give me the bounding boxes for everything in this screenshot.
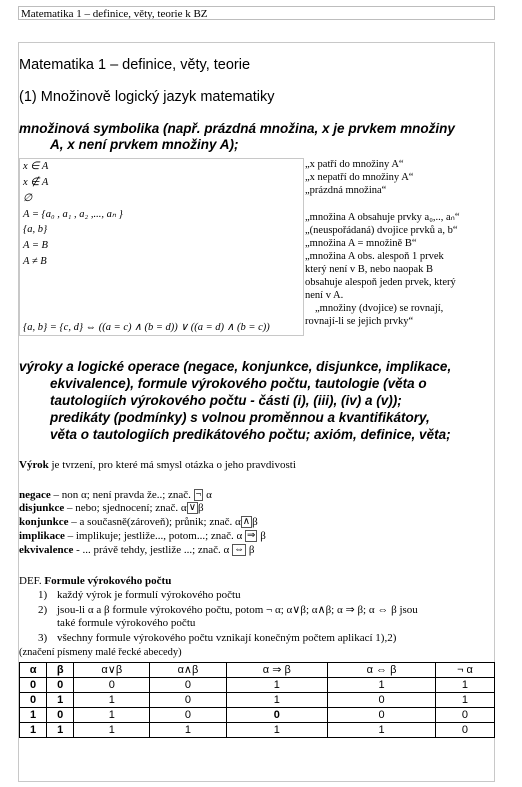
header-cell: α∧β [150, 663, 226, 678]
op-tail: β [198, 502, 204, 514]
table-cell: 0 [74, 678, 150, 693]
subheading2-line-3: tautologiích výrokového počtu - části (i), (iii), (iv) a (v)); [50, 393, 402, 408]
op-text: – non α; není pravda že..; znač. [50, 489, 194, 501]
op-term: negace [19, 489, 51, 501]
table-cell: 1 [47, 723, 74, 738]
header-cell: β [47, 663, 74, 678]
def-item-text: také formule výrokového počtu [57, 617, 196, 629]
header-cell: ¬ α [435, 663, 494, 678]
truth-table-header [20, 663, 495, 678]
op-text: - ... právě tehdy, jestliže ...; znač. α [73, 544, 233, 556]
op-text: – nebo; sjednocení; znač. α [64, 502, 187, 514]
meaning-line: rovnají-li se jejich prvky“ [305, 316, 414, 327]
equivalence-symbol: ⇔ [234, 544, 245, 556]
section-heading: (1) Množinově logický jazyk matematiky [19, 89, 275, 105]
table-cell: 0 [435, 708, 494, 723]
document-tab-title: Matematika 1 – definice, věty, teorie k BZ [21, 8, 208, 20]
def-item-1 [38, 589, 241, 601]
def-term: Formule výrokového počtu [44, 575, 172, 587]
meaning-line: „prázdná množina“ [305, 185, 387, 196]
table-cell: 1 [328, 723, 436, 738]
subheading-line-1: množinová symbolika (např. prázdná množina, x je prvkem množiny [19, 121, 455, 136]
document-tab[interactable] [18, 6, 495, 20]
document-title: Matematika 1 – definice, věty, teorie [19, 57, 251, 73]
vyrok-term: Výrok [19, 459, 49, 471]
meaning-line: „množina A obsahuje prvky a₀,.., aₙ“ [305, 212, 460, 223]
table-row [20, 723, 495, 738]
op-term: disjunkce [19, 502, 65, 514]
subheading2-line-1: výroky a logické operace (negace, konjunkce, disjunkce, implikace, [19, 359, 452, 374]
meaning-line: „x nepatří do množiny A“ [305, 172, 414, 183]
def-prefix: DEF. [19, 575, 45, 587]
symbol-set-not-equal: A ≠ B [23, 256, 47, 267]
op-tail: α [203, 489, 212, 501]
symbol-meanings [305, 157, 460, 328]
table-cell: 1 [226, 678, 328, 693]
meaning-line: není v A. [305, 290, 344, 301]
op-term: konjunkce [19, 516, 69, 528]
symbol-box [19, 158, 304, 336]
vyrok-definition [19, 459, 296, 471]
table-cell: 1 [20, 708, 47, 723]
table-cell: 0 [47, 708, 74, 723]
symbol-set-elements: A = {a₀ , a₁ , a₂ ,..., aₙ } [23, 209, 123, 220]
def-item-number: 1) [38, 589, 48, 601]
op-tail: β [257, 530, 266, 542]
table-cell: 1 [74, 693, 150, 708]
table-cell: 0 [150, 678, 226, 693]
def-item-text: jsou-li α a β formule výrokového počtu, potom ¬ α; α∨β; α∧β; α ⇒ β; α ⇔ β jsou [57, 604, 418, 616]
def-item-text: všechny formule výrokového počtu vznikají konečným počtem aplikací 1),2) [57, 632, 397, 644]
subheading2-line-2: ekvivalence), formule výrokového počtu, tautologie (věta o [50, 376, 427, 391]
op-tail: β [252, 516, 258, 528]
def-item-number: 3) [38, 632, 48, 644]
notation-note: (značení písmeny malé řecké abecedy) [19, 647, 182, 658]
table-cell: 1 [226, 723, 328, 738]
table-cell: 0 [328, 708, 436, 723]
table-cell: 1 [435, 693, 494, 708]
def-item-text: každý výrok je formulí výrokového počtu [57, 589, 241, 601]
table-cell: 0 [435, 723, 494, 738]
symbol-pair-equality: {a, b} = {c, d} ⇔ ((a = c) ∧ (b = d)) ∨ ((a = d) ∧ (b = c)) [23, 322, 270, 333]
table-row [20, 708, 495, 723]
symbol-not-element-of: x ∉ A [23, 177, 49, 188]
def-heading [19, 575, 171, 587]
table-cell: 1 [328, 678, 436, 693]
subheading2-line-4: predikáty (podmínky) s volnou proměnnou a kvantifikátory, [50, 410, 430, 425]
def-item-2-cont [57, 617, 195, 629]
table-cell: 0 [328, 693, 436, 708]
table-cell: 1 [20, 723, 47, 738]
op-text: – a současně(zároveň); průnik; znač. α [68, 516, 241, 528]
table-cell: 0 [150, 708, 226, 723]
table-cell: 1 [150, 723, 226, 738]
header-cell: α [20, 663, 47, 678]
truth-table [19, 662, 495, 738]
table-row [20, 693, 495, 708]
table-cell: 1 [226, 693, 328, 708]
def-item-3 [38, 632, 396, 644]
meaning-line: „množina A = množině B“ [305, 238, 417, 249]
header-cell: α∨β [74, 663, 150, 678]
subheading-line-2: A, x není prvkem množiny A); [50, 137, 239, 152]
table-cell: 1 [435, 678, 494, 693]
op-term: ekvivalence [19, 544, 74, 556]
table-cell: 0 [20, 678, 47, 693]
def-item-number: 2) [38, 604, 48, 616]
header-cell: α ⇒ β [226, 663, 328, 678]
meaning-line: obsahuje alespoň jeden prvek, který [305, 277, 456, 288]
meaning-line: „x patří do množiny A“ [305, 159, 404, 170]
table-cell: 1 [74, 723, 150, 738]
table-cell: 0 [47, 678, 74, 693]
table-cell: 1 [74, 708, 150, 723]
vyrok-text: je tvrzení, pro které má smysl otázka o jeho pravdivosti [48, 459, 296, 471]
def-item-2 [38, 603, 418, 616]
op-text: – implikuje; jestliže..., potom...; znač. α [64, 530, 246, 542]
conjunction-symbol: ∧ [242, 516, 251, 528]
meaning-line: který není v B, nebo naopak B [305, 264, 434, 275]
subheading2-line-5: věta o tautologiích predikátového počtu; axióm, definice, věta; [50, 427, 451, 442]
meaning-line: „(neuspořádaná) dvojice prvků a, b“ [305, 225, 458, 236]
negation-symbol: ¬ [195, 489, 202, 501]
symbol-set-equal: A = B [23, 240, 48, 251]
table-cell: 1 [47, 693, 74, 708]
op-term: implikace [19, 530, 65, 542]
implication-symbol: ⇒ [247, 530, 256, 542]
op-implikace [19, 530, 266, 542]
meaning-line: „množina A obs. alespoň 1 prvek [305, 251, 444, 262]
op-konjunkce [19, 516, 258, 528]
op-negace [19, 489, 212, 501]
table-row [20, 678, 495, 693]
symbol-element-of: x ∈ A [23, 161, 49, 172]
op-disjunkce [19, 502, 204, 514]
meaning-line: „množiny (dvojice) se rovnají, [315, 303, 444, 314]
table-cell: 0 [20, 693, 47, 708]
table-cell: 0 [226, 708, 328, 723]
table-cell: 0 [150, 693, 226, 708]
symbol-pair: {a, b} [23, 224, 48, 235]
disjunction-symbol: ∨ [188, 502, 197, 514]
op-tail: β [246, 544, 255, 556]
header-cell: α ⇔ β [328, 663, 436, 678]
symbol-empty-set: ∅ [23, 193, 33, 204]
op-ekvivalence [19, 544, 254, 556]
